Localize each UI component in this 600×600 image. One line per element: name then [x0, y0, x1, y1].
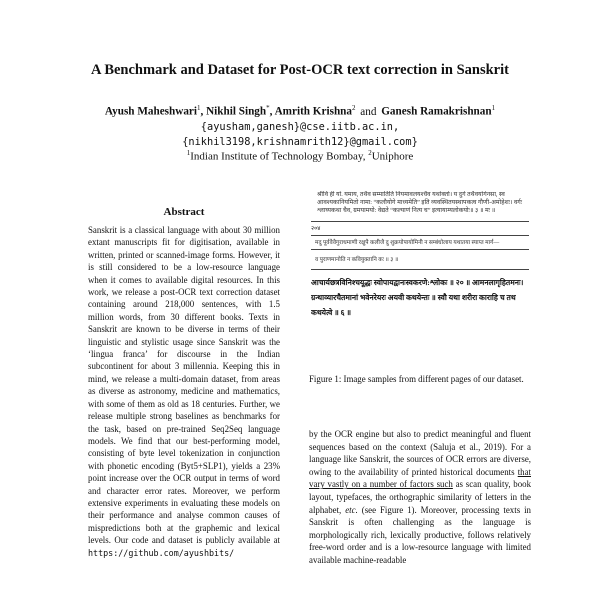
abstract-body: Sanskrit is a classical language with about 30 million extant manuscripts fit for digitisation, available in written, printed or scanned-image forms. However, it is still considered to be a low-resource language when it comes to available digital resources. In this work, we release a post-OCR text correction dataset containing around 218,000 sentences, with 1.5 million words, from 30 different books. Texts in Sanskrit are known to be diverse in terms of their linguistic and stylistic usage since Sanskrit was the ‘lingua franca’ for discourse in the Indian subcontinent for about 3 millennia. Keeping this in mind, we release a multi-domain dataset, from areas as diverse as astronomy, medicine and mathematics, with some of them as old as 18 centuries. Further, we release multiple strong baselines as benchmarks for the task, based on pre-trained Seq2Seq language models. We find that our best-performing model, consisting of byte level tokenization in conjunction with phonetic encoding (Byt5+SLP1), yields a 23% point increase over the OCR output in terms of word and character error rates. Moreover, we perform extensive experiments in evaluating these models on their performance and analyse common causes of mispredictions both at the graphemic and lexical levels. Our code and dataset is publicly available at [88, 225, 280, 546]
author-name: Nikhil Singh [206, 105, 267, 118]
author-name: Ayush Maheshwari [104, 105, 197, 118]
affiliation-mark: 2 [368, 149, 372, 157]
author-name: Ganesh Ramakrishnan [381, 105, 492, 118]
manuscript-sample-1: श्रीवि ही यो. यमाय, तथैव सम्मातिति नियमावलयश्चैव यथोक्तो। य दुर्ग तथैवयोगेनसा, स्व आवश्यकानियमितो नामा: “कलौयोगे माध्यमेति” इति व्यवस्थितयस्थापकत्व गौणी-अमोहेशः। वर्गः श्लाघ्यकथा चैव, ग्रमयामयो: वेद्यते “कल्याणं नित्य च” इत्यायाम्यलोकयोः॥ ३ ॥ मः ॥ [317, 191, 523, 214]
author-emails-line-2: {nikhil3198,krishnamrith12}@gmail.com} [182, 136, 418, 148]
affiliations [0, 149, 600, 163]
author-affiliation-mark: 1 [197, 104, 201, 112]
affiliation-mark: 1 [186, 149, 191, 157]
paper-title: A Benchmark and Dataset for Post-OCR text correction in Sanskrit [91, 62, 509, 78]
author-emails-line-1: {ayusham,ganesh}@cse.iitb.ac.in, [200, 121, 400, 133]
page-divider [311, 221, 529, 222]
figure-1-manuscript-samples [309, 191, 530, 366]
author-name: Amrith Krishna [274, 105, 352, 118]
body-paragraph [309, 428, 531, 600]
page-divider [311, 249, 529, 250]
abstract-heading: Abstract [163, 206, 205, 218]
author-conjunction: and [360, 105, 377, 118]
body-text-segment: by the OCR engine but also to predict meaningful and fluent sequences based on the context (Saluja et al., 2019). For a language like Sanskrit, the sources of OCR errors are diverse, owing to the availability of printed historical documents [309, 429, 531, 477]
body-text-underlined: that vary vastly on a number of factors such [309, 466, 531, 490]
affiliation-name: Indian Institute of Technology Bombay, [190, 150, 369, 163]
code-url: https://github.com/ayushbits/ [88, 547, 235, 558]
manuscript-page-number: २०४ [311, 226, 321, 232]
figure-caption: Figure 1: Image samples from different pages of our dataset. [309, 374, 524, 384]
manuscript-sample-4: आचार्यछत्रविनिश्चयूद्धः स्वोपायद्वानःस्वकरणे:श्लोकः ॥ २० ॥ आमनलागृहितमनः। ग्रन्थाव्यारचैतमानां भवेनरेयरः अयवी कथयेन्तः ॥ स्वौ यथा शरीरा काराहि च तथ कथयेत्वे ॥ ६ ॥ [311, 278, 524, 317]
author-separator: , [269, 105, 275, 118]
page-divider [311, 235, 529, 236]
affiliation-name: Uniphore [371, 150, 414, 163]
author-separator: , [200, 105, 207, 118]
abstract-text [88, 224, 280, 600]
author-affiliation-mark: * [266, 104, 270, 112]
body-text-segment: (see Figure 1). Moreover, processing texts in Sanskrit is often challenging as the language is morphologically rich, lexically productive, follows relatively free-word order and is a low-resource language with limited available machine-readable [309, 504, 531, 565]
body-text-segment: as scan quality, book layout, typefaces, the orthographic similarity of letters in the alphabet, [309, 479, 531, 515]
manuscript-sample-2: मदु पूर्ववैवैगुराधमाणी रक्षुपै कलीजै दु शुक्रयोपायोमिनी न सम्बंधोलाय यथातया स्याप्त मार्ग— [315, 240, 500, 246]
author-list [0, 104, 600, 118]
manuscript-sample-3: व पुराणमानोति न कवियुक्तानि कः ॥ ३ ॥ [315, 257, 399, 263]
page-divider [311, 269, 529, 270]
body-text-italic: etc. [345, 504, 358, 515]
author-affiliation-mark: 1 [491, 104, 496, 112]
author-affiliation-mark: 2 [351, 104, 356, 112]
